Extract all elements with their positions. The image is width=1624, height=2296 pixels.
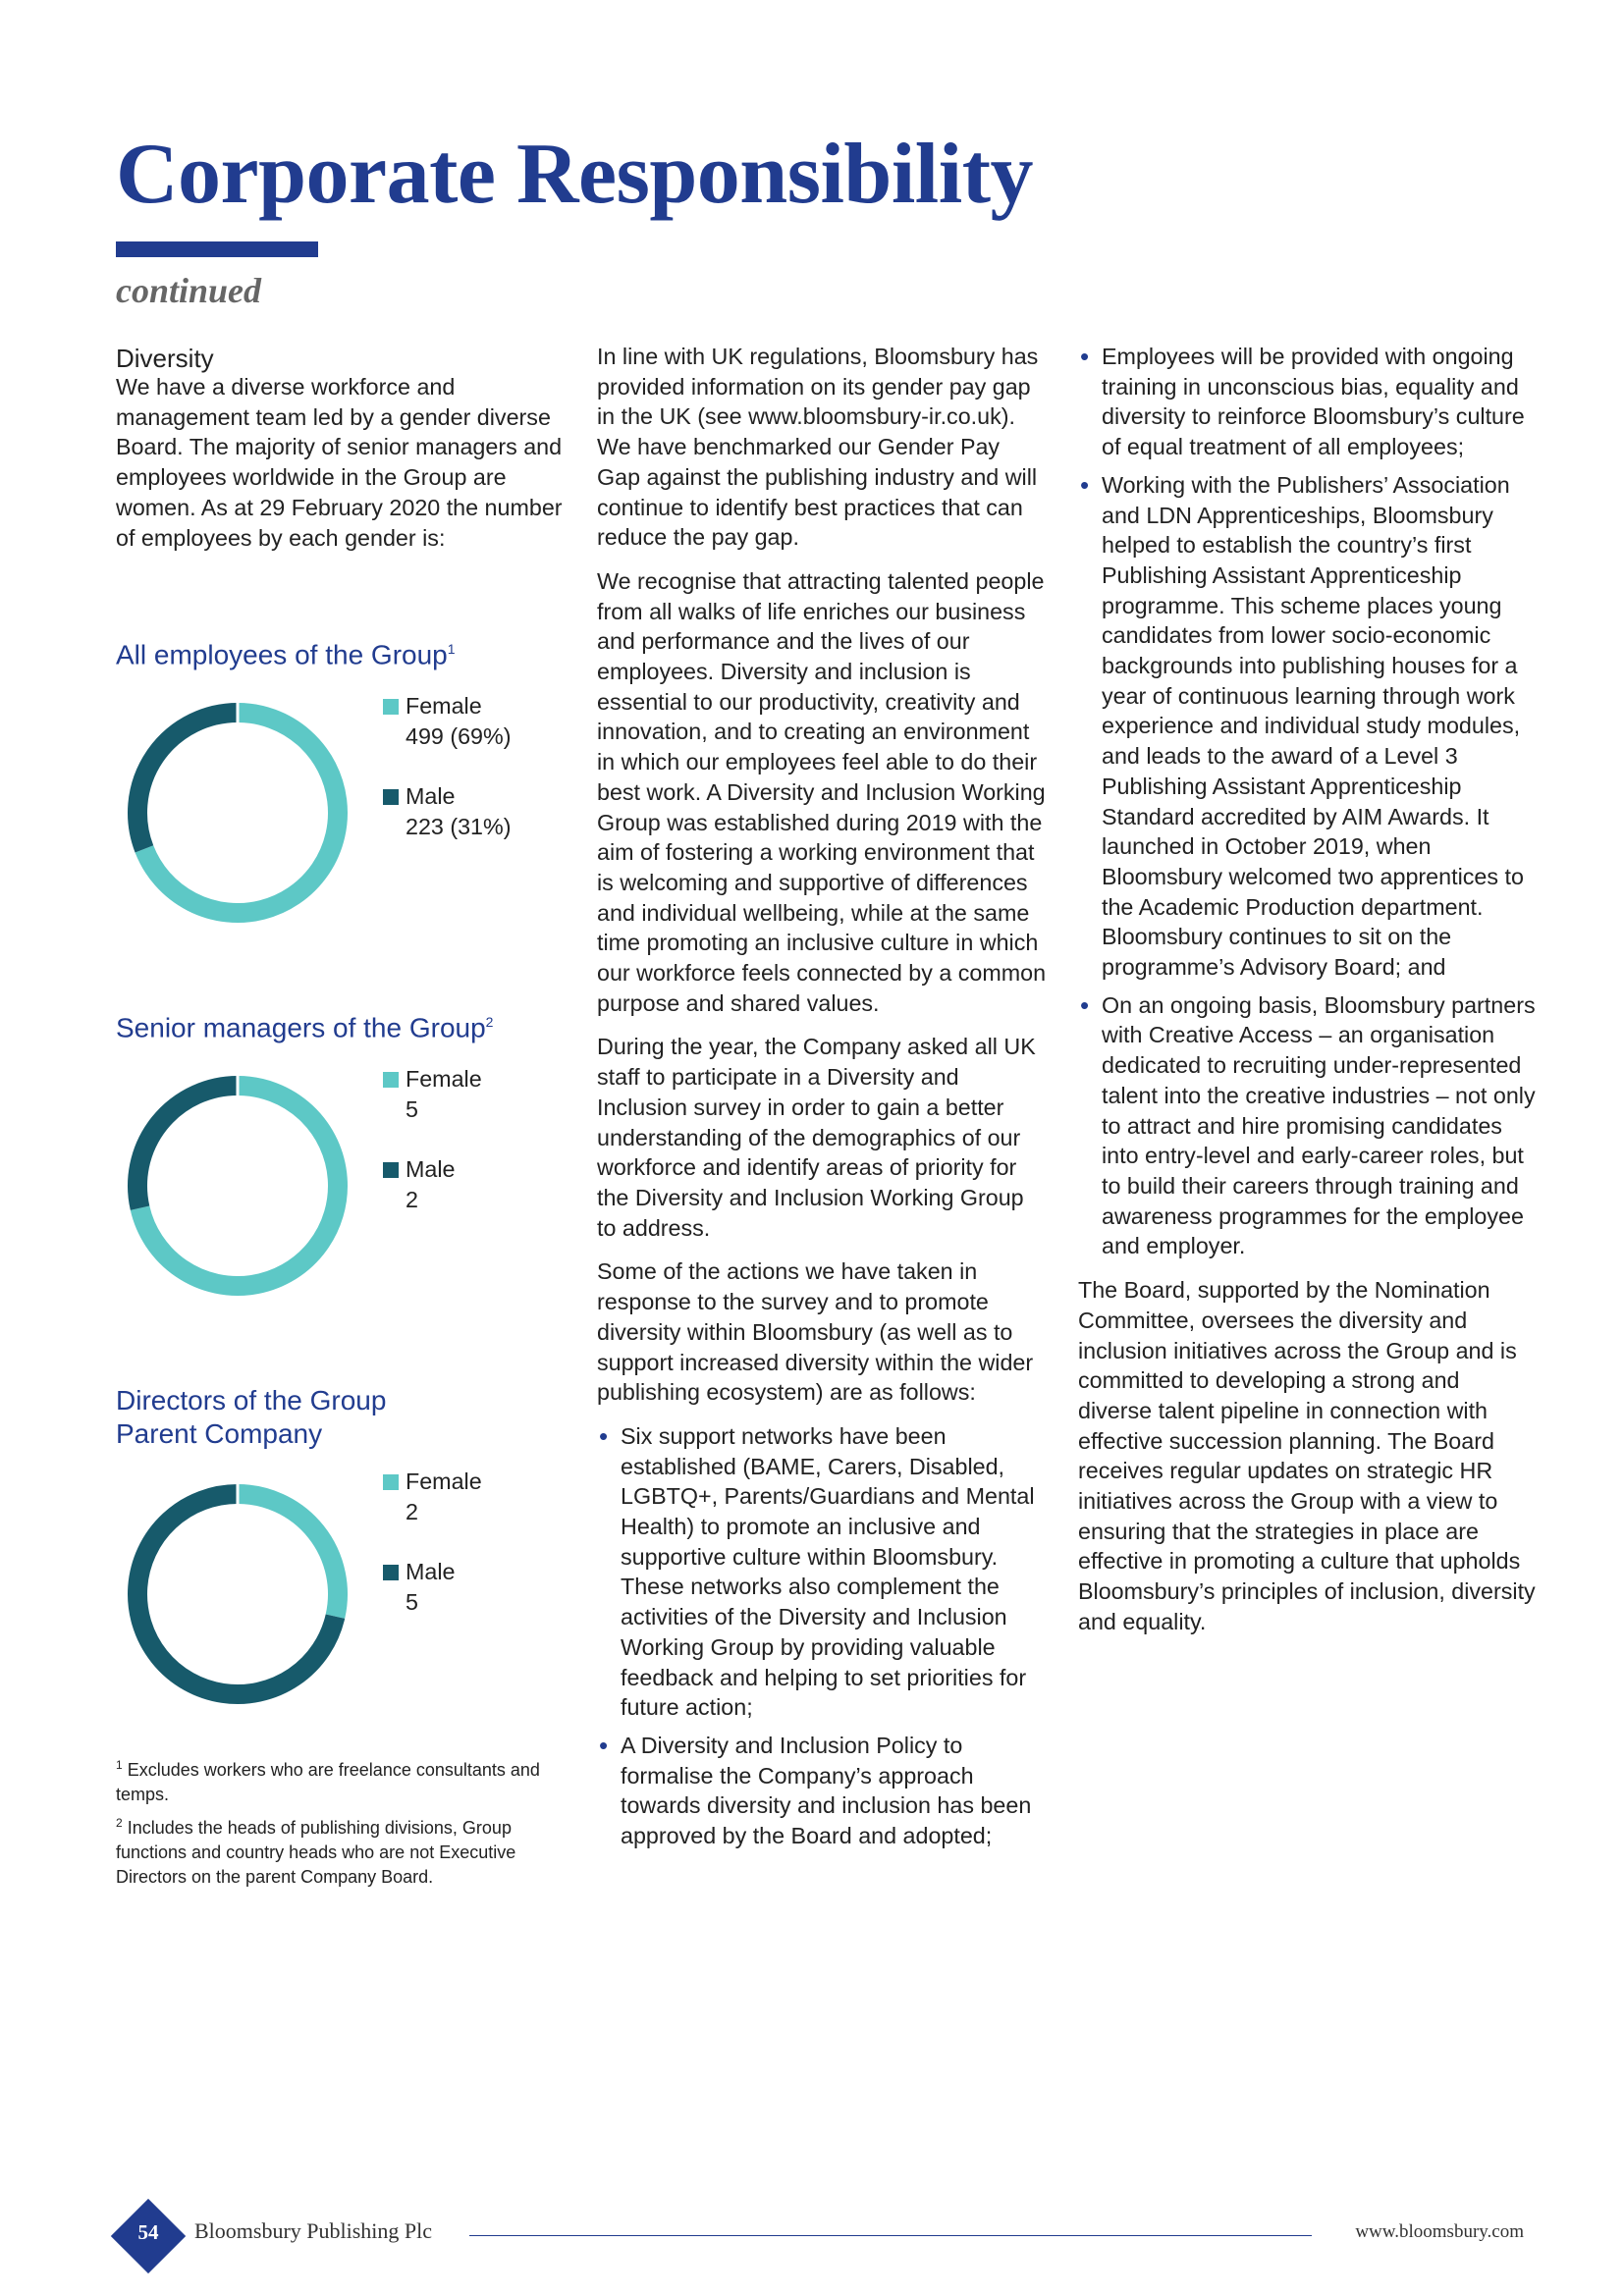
- list-item: • On an ongoing basis, Bloomsbury partners with Creative Access – an organisation dedicated to recruiting under-represented talent into the creative industries – not only to attract and hire promising candidates into entry-level and early-career roles, but to build their careers through training and awareness programmes for the employee and employer.: [1078, 990, 1540, 1261]
- legend-value: 499 (69%): [406, 722, 512, 749]
- legend-label: Male: [406, 783, 456, 809]
- chart-title: [116, 1384, 568, 1451]
- chart-title: [116, 1005, 568, 1044]
- footnote-ref: 2: [485, 1014, 494, 1030]
- list-item: • Six support networks have been established (BAME, Carers, Disabled, LGBTQ+, Parents/Guardians and Mental Health) to promote an inclusive and supportive culture within Bloomsbury. These networks also complement the activities of the Diversity and Inclusion Working Group by providing valuable feedback and helping to set priorities for future action;: [597, 1421, 1049, 1723]
- diversity-heading: Diversity: [116, 344, 214, 373]
- legend-swatch-female: [383, 1072, 399, 1088]
- page-number: 54: [137, 2220, 159, 2244]
- chart-title-line-1: Directors of the Group: [116, 1385, 387, 1415]
- legend-value: 5: [406, 1095, 418, 1122]
- footnote-text: Includes the heads of publishing divisions, Group functions and country heads who are not Executive Directors on the parent Company Board.: [116, 1818, 516, 1887]
- chart-title-text: Senior managers of the Group: [116, 1012, 486, 1043]
- chart-directors: [116, 1384, 568, 1615]
- paragraph-actions: Some of the actions we have taken in response to the survey and to promote diversity within Bloomsbury (as well as to support increased diversity within the wider publishing ecosystem) are as follows:: [597, 1258, 1034, 1406]
- footer-company: Bloomsbury Publishing Plc: [194, 2218, 433, 2243]
- legend-value: 2: [406, 1186, 418, 1212]
- donut-slice-male: [137, 713, 238, 849]
- legend-male: [383, 781, 512, 841]
- legend-male: [383, 1557, 456, 1617]
- donut-slice-female: [238, 1494, 338, 1617]
- footer-url: www.bloomsbury.com: [1355, 2221, 1524, 2242]
- list-item: • Working with the Publishers’ Association and LDN Apprenticeships, Bloomsbury helped to establish the country’s first Publishing Assistant Apprenticeship programme. This scheme places young candidates from lower socio-economic backgrounds into publishing houses for a year of continuous learning through work experience and individual study modules, and leads to the award of a Level 3 Publishing Assistant Apprenticeship Standard accredited by AIM Awards. It launched in October 2019, when Bloomsbury welcomed two apprentices to the Academic Production department. Bloomsbury continues to sit on the programme’s Advisory Board; and: [1078, 470, 1540, 983]
- chart-title: [116, 632, 568, 671]
- legend-swatch-male: [383, 1565, 399, 1580]
- legend-female: [383, 1467, 482, 1526]
- legend-swatch-female: [383, 699, 399, 715]
- legend-swatch-male: [383, 789, 399, 805]
- donut-chart: [122, 1478, 353, 1710]
- column-2: [597, 342, 1049, 1865]
- legend-label: Female: [406, 1468, 482, 1494]
- legend-label: Male: [406, 1156, 456, 1182]
- chart-senior-managers: [116, 1005, 568, 1212]
- column-3: [1078, 342, 1540, 1651]
- donut-slice-male: [137, 1086, 238, 1208]
- list-item: • A Diversity and Inclusion Policy to formalise the Company’s approach towards diversity and inclusion has been approved by the Board and adopted;: [597, 1731, 1049, 1851]
- list-item: • Employees will be provided with ongoing training in unconscious bias, equality and diversity to reinforce Bloomsbury’s culture of equal treatment of all employees;: [1078, 342, 1540, 462]
- actions-list-continued: [1078, 342, 1540, 1261]
- paragraph-survey: During the year, the Company asked all UK staff to participate in a Diversity and Inclusion survey in order to gain a better understanding of the demographics of our workforce and identify areas of priority for the Diversity and Inclusion Working Group to address.: [597, 1034, 1036, 1241]
- legend-female: [383, 1064, 482, 1124]
- footnote-mark: 1: [116, 1758, 123, 1772]
- footnote-text: Excludes workers who are freelance consultants and temps.: [116, 1760, 540, 1804]
- chart-title-line-2: Parent Company: [116, 1418, 323, 1449]
- title-underline: [116, 241, 318, 257]
- legend-swatch-male: [383, 1162, 399, 1178]
- legend-label: Male: [406, 1559, 456, 1584]
- footnote-2: [116, 1811, 568, 1890]
- footnote-ref: 1: [447, 641, 456, 657]
- legend-female: [383, 691, 512, 751]
- legend-label: Female: [406, 1066, 482, 1092]
- legend-value: 5: [406, 1588, 418, 1615]
- legend-value: 223 (31%): [406, 813, 512, 839]
- page-title: Corporate Responsibility: [116, 127, 1033, 222]
- legend-male: [383, 1154, 456, 1214]
- paragraph-board: The Board, supported by the Nomination Committee, oversees the diversity and inclusion initiatives across the Group and is committed to developing a strong and diverse talent pipeline in connection with effective succession planning. The Board receives regular updates on strategic HR initiatives across the Group with a view to ensuring that the strategies in place are effective in promoting a culture that upholds Bloomsbury’s principles of inclusion, diversity and equality.: [1078, 1277, 1536, 1634]
- donut-chart: [122, 697, 353, 929]
- column-1: [116, 342, 568, 566]
- legend-value: 2: [406, 1498, 418, 1524]
- page-subtitle: continued: [116, 271, 262, 310]
- legend-label: Female: [406, 693, 482, 719]
- diversity-intro: We have a diverse workforce and management team led by a gender diverse Board. The majority of senior managers and employees worldwide in the Group are women. As at 29 February 2020 the number of employees by each gender is:: [116, 374, 563, 551]
- footnote-1: [116, 1753, 568, 1807]
- footnote-mark: 2: [116, 1816, 123, 1830]
- footer-rule: [469, 2235, 1312, 2236]
- chart-title-text: All employees of the Group: [116, 639, 448, 670]
- donut-chart: [122, 1070, 353, 1302]
- legend-swatch-female: [383, 1474, 399, 1490]
- chart-all-employees: [116, 632, 568, 839]
- actions-list: [597, 1421, 1049, 1851]
- paragraph-gender-pay: In line with UK regulations, Bloomsbury has provided information on its gender pay gap in the UK (see www.bloomsbury-ir.co.uk). We have benchmarked our Gender Pay Gap against the publishing industry and will continue to identify best practices that can reduce the pay gap.: [597, 344, 1039, 551]
- footnotes: [116, 1753, 568, 1894]
- paragraph-talent: We recognise that attracting talented people from all walks of life enriches our business and performance and the lives of our employees. Diversity and inclusion is essential to our productivity, creativity and innovation, and to creating an environment in which our employees feel able to do their best work. A Diversity and Inclusion Working Group was established during 2019 with the aim of fostering a working environment that is welcoming and supportive of differences and individual wellbeing, while at the same time promoting an inclusive culture in which our workforce feels connected by a common purpose and shared values.: [597, 567, 1047, 1016]
